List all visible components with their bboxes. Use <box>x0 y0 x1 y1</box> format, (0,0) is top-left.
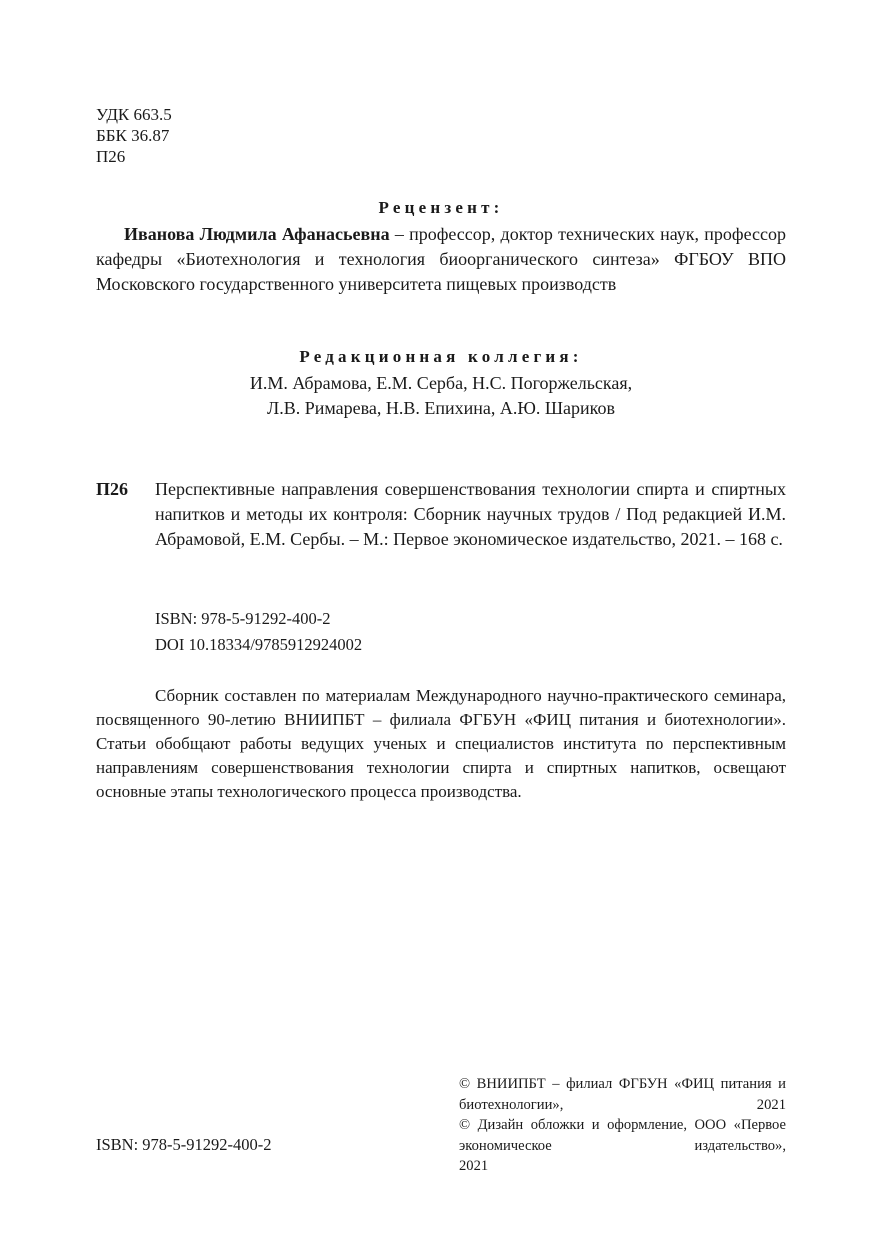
author-mark: П26 <box>96 147 126 166</box>
footer-isbn: ISBN: 978-5-91292-400-2 <box>96 1135 272 1154</box>
reviewer-description: – профессор, доктор технических наук, профессор кафедры «Биотехнология и технология биоорганического синтеза» ФГБОУ ВПО Московского государственного университета пищевых производств <box>96 224 786 294</box>
editorial-board-members <box>96 371 786 421</box>
udk-code: УДК 663.5 <box>96 105 172 124</box>
bbk-code: ББК 36.87 <box>96 126 170 145</box>
copyright-institute: © ВНИИПБТ – филиал ФГБУН «ФИЦ питания и биотехнологии», 2021 <box>459 1076 786 1113</box>
copyright-design: © Дизайн обложки и оформление, ООО «Первое экономическое издательство», <box>459 1117 786 1154</box>
isbn: ISBN: 978-5-91292-400-2 <box>155 609 331 628</box>
bibliographic-entry: Перспективные направления совершенствования технологии спирта и спиртных напитков и методы их контроля: Сборник научных трудов / Под редакцией И.М. Абрамовой, Е.М. Сербы. – М.: Первое экономическое издательство, 2021. – 168 с. <box>155 479 786 549</box>
classification-codes <box>96 104 172 167</box>
reviewer-block <box>96 222 786 297</box>
doi: DOI 10.18334/9785912924002 <box>155 635 363 654</box>
annotation: Сборник составлен по материалам Международного научно-практического семинара, посвященного 90-летию ВНИИПБТ – филиала ФГБУН «ФИЦ питания и биотехнологии». Статьи обобщают работы ведущих ученых и специалистов института по перспективным направлениям совершенствования технологии спирта и спиртных напитков, освещают основные этапы технологического процесса производства. <box>96 686 786 801</box>
identifiers <box>155 606 362 658</box>
editorial-board-line: Л.В. Римарева, Н.В. Епихина, А.Ю. Шариков <box>267 398 615 418</box>
copyright-block <box>459 1074 786 1177</box>
editorial-board-line: И.М. Абрамова, Е.М. Серба, Н.С. Погоржельская, <box>249 373 633 393</box>
entry-code: П26 <box>96 479 129 499</box>
reviewer-heading: Рецензент: <box>378 198 504 217</box>
copyright-year: 2021 <box>459 1158 489 1175</box>
reviewer-name: Иванова Людмила Афанасьевна <box>124 224 390 244</box>
editorial-board-heading: Редакционная коллегия: <box>299 347 583 366</box>
